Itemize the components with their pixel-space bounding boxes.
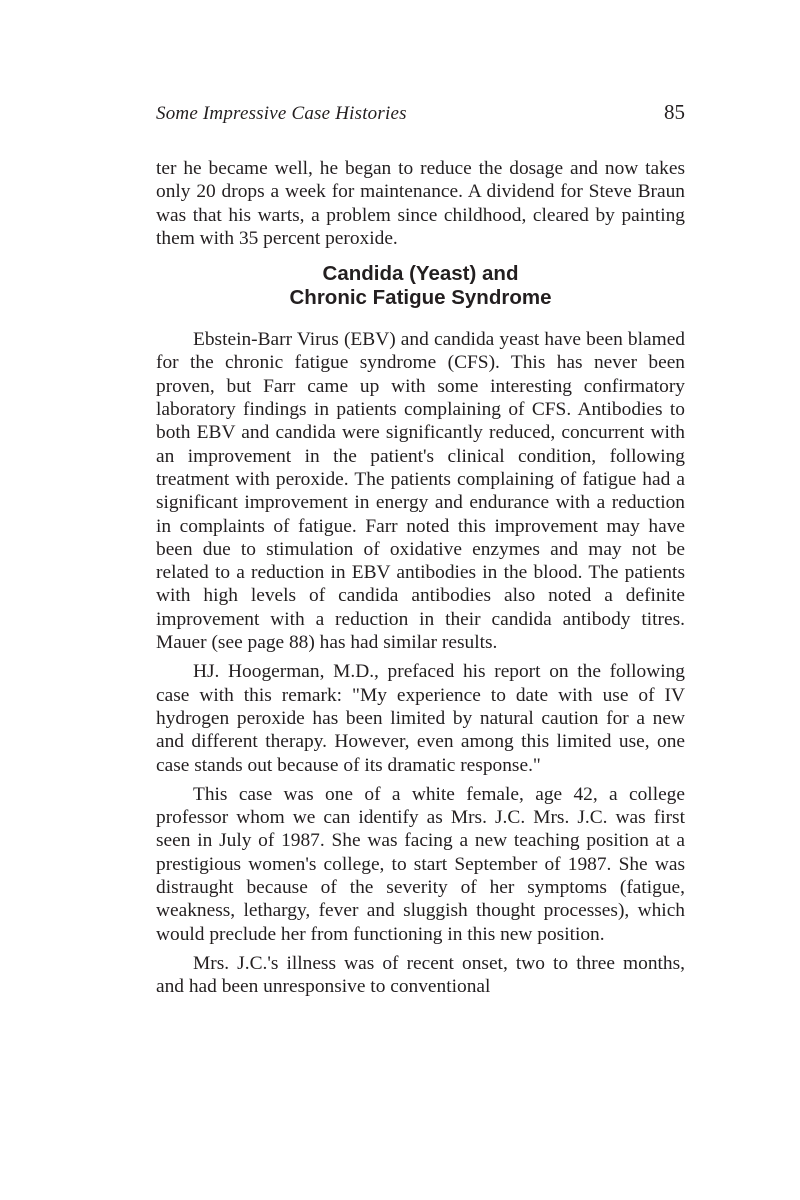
paragraph-hoogerman-remark: HJ. Hoogerman, M.D., prefaced his report on the following case with this remark: "My experience to date with use of IV hydrogen peroxide has been limited by natural caution for a new and different therapy. However, even among this limited use, one case stands out because of its dramatic response." [156, 661, 685, 776]
paragraph-cfs-findings: Ebstein-Barr Virus (EBV) and candida yeast have been blamed for the chronic fatigue syndrome (CFS). This has never been proven, but Farr came up with some interesting confirmatory laboratory findings in patients complaining of CFS. Antibodies to both EBV and candida were significantly reduced, concurrent with an improvement in the patient's clinical condition, following treatment with peroxide. The patients complaining of fatigue had a significant improvement in energy and endurance with a reduction in complaints of fatigue. Farr noted this improvement may have been due to stimulation of oxidative enzymes and may not be related to a reduction in EBV antibodies in the blood. The patients with high levels of candida antibodies also noted a definite improvement with a reduction in their candida antibody titres. Mauer (see page 88) has had similar results. [156, 329, 685, 654]
paragraph-illness-onset: Mrs. J.C.'s illness was of recent onset, two to three months, and had been unresponsive to conventional [156, 952, 685, 998]
section-heading-line-2: Chronic Fatigue Syndrome [289, 286, 552, 310]
section-heading-line-1: Candida (Yeast) and [322, 262, 519, 286]
section-heading [156, 262, 685, 310]
book-page [156, 100, 685, 999]
running-head [156, 100, 685, 140]
continued-paragraph: ter he became well, he began to reduce the dosage and now takes only 20 drops a week for maintenance. A dividend for Steve Braun was that his warts, a problem since childhood, cleared by painting them with 35 percent peroxide. [156, 158, 685, 249]
paragraph-case-description: This case was one of a white female, age 42, a college professor whom we can identify as Mrs. J.C. Mrs. J.C. was first seen in July of 1987. She was facing a new teaching position at a prestigious women's college, to start September of 1987. She was distraught because of the severity of her symptoms (fatigue, weakness, lethargy, fever and sluggish thought processes), which would preclude her from functioning in this new position. [156, 783, 685, 945]
running-title: Some Impressive Case Histories [156, 103, 407, 124]
body-text [156, 157, 685, 999]
page-number: 85 [664, 100, 685, 124]
